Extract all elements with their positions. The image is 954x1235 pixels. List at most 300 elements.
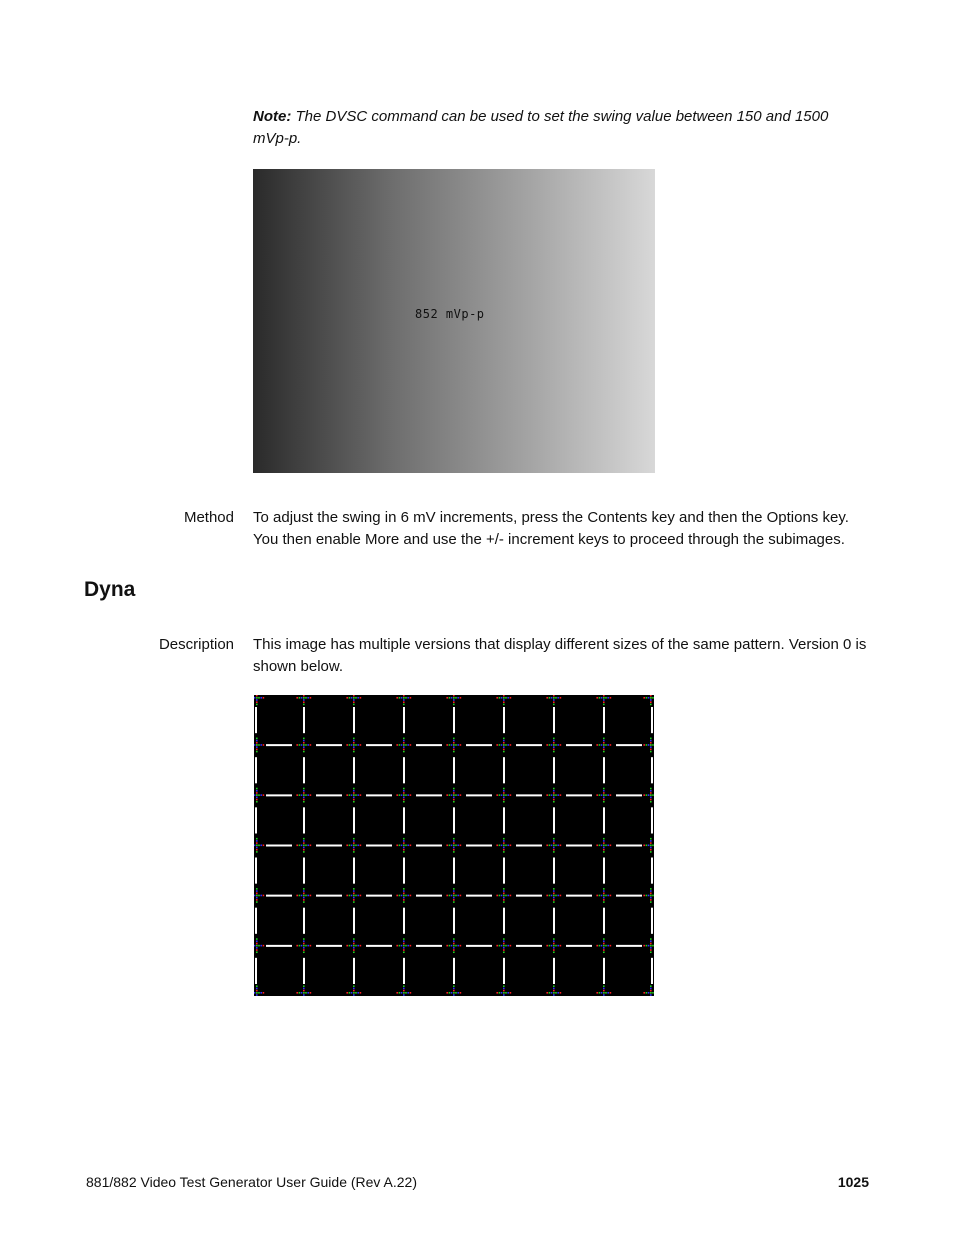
grid-dot-vertical <box>453 992 455 994</box>
grid-dot-horizontal <box>646 895 648 897</box>
grid-dot-horizontal <box>599 794 601 796</box>
grid-dot-vertical <box>353 892 355 894</box>
grid-dot-vertical <box>650 940 652 942</box>
grid-dot-vertical <box>503 940 505 942</box>
grid-dot-vertical <box>553 849 555 851</box>
grid-dot-horizontal <box>546 895 548 897</box>
grid-dot-horizontal <box>507 845 509 847</box>
grid-dot-horizontal <box>310 992 312 994</box>
grid-dot-vertical <box>603 985 605 987</box>
grid-dot-vertical <box>503 749 505 751</box>
grid-dot-vertical <box>303 947 305 949</box>
grid-dot-vertical <box>256 899 258 901</box>
grid-dot-horizontal <box>305 945 307 947</box>
grid-dot-vertical <box>553 890 555 892</box>
grid-dot-horizontal <box>560 697 562 699</box>
grid-dot-horizontal <box>646 744 648 746</box>
grid-dot-horizontal <box>254 945 255 947</box>
grid-dot-horizontal <box>555 945 557 947</box>
grid-dot-horizontal <box>646 697 648 699</box>
grid-dot-vertical <box>453 947 455 949</box>
grid-dot-vertical <box>503 842 505 844</box>
grid-dot-vertical <box>353 949 355 951</box>
grid-dot-horizontal <box>560 945 562 947</box>
grid-dot-horizontal <box>355 744 357 746</box>
dyna-test-pattern-image <box>254 695 654 996</box>
grid-dot-vertical <box>303 788 305 790</box>
grid-dot-vertical <box>453 746 455 748</box>
grid-dot-horizontal <box>596 744 598 746</box>
grid-dot-horizontal <box>449 697 451 699</box>
grid-dot-horizontal <box>610 794 612 796</box>
grid-dot-vertical <box>503 849 505 851</box>
grid-dot-horizontal <box>601 845 603 847</box>
grid-dot-vertical <box>553 751 555 753</box>
grid-dot-horizontal <box>451 945 453 947</box>
grid-dot-horizontal <box>507 992 509 994</box>
grid-dot-horizontal <box>451 845 453 847</box>
grid-dot-horizontal <box>599 895 601 897</box>
grid-dot-horizontal <box>457 895 459 897</box>
grid-dot-vertical <box>256 744 258 746</box>
grid-dot-vertical <box>353 742 355 744</box>
grid-dot-horizontal <box>646 794 648 796</box>
grid-dot-vertical <box>353 940 355 942</box>
grid-dot-horizontal <box>451 697 453 699</box>
grid-dot-horizontal <box>263 992 265 994</box>
grid-dot-horizontal <box>601 744 603 746</box>
grid-dot-horizontal <box>496 697 498 699</box>
grid-dot-vertical <box>603 899 605 901</box>
grid-dot-horizontal <box>605 794 607 796</box>
grid-dot-vertical <box>303 888 305 890</box>
grid-dot-vertical <box>353 842 355 844</box>
grid-dot-vertical <box>256 701 258 703</box>
grid-dot-horizontal <box>451 794 453 796</box>
grid-dot-horizontal <box>407 945 409 947</box>
grid-dot-vertical <box>553 842 555 844</box>
grid-dot-horizontal <box>510 945 512 947</box>
grid-dot-vertical <box>503 992 505 994</box>
grid-dot-vertical <box>553 790 555 792</box>
description-text: This image has multiple versions that display different sizes of the same pattern. Version 0 is shown below. <box>253 636 867 675</box>
grid-dot-horizontal <box>499 845 501 847</box>
grid-dot-horizontal <box>610 895 612 897</box>
grid-dot-vertical <box>453 940 455 942</box>
grid-dot-horizontal <box>455 895 457 897</box>
grid-dot-vertical <box>353 985 355 987</box>
grid-dot-vertical <box>453 697 455 699</box>
grid-dot-vertical <box>403 851 405 853</box>
method-text: To adjust the swing in 6 mV increments, press the Contents key and then the Options key. You then enable More and use the +/- increment keys to proceed through the subimages. <box>253 509 849 548</box>
grid-dot-vertical <box>403 797 405 799</box>
grid-dot-vertical <box>303 740 305 742</box>
grid-dot-horizontal <box>296 895 298 897</box>
grid-dot-vertical <box>303 697 305 699</box>
grid-dot-vertical <box>353 697 355 699</box>
grid-dot-horizontal <box>296 794 298 796</box>
grid-dot-vertical <box>303 746 305 748</box>
grid-dot-horizontal <box>349 992 351 994</box>
grid-dot-vertical <box>650 794 652 796</box>
grid-dot-horizontal <box>551 845 553 847</box>
grid-dot-vertical <box>650 988 652 990</box>
grid-dot-vertical <box>403 749 405 751</box>
grid-dot-vertical <box>256 892 258 894</box>
grid-dot-vertical <box>453 744 455 746</box>
grid-dot-vertical <box>650 797 652 799</box>
grid-dot-vertical <box>650 994 652 996</box>
grid-dot-vertical <box>303 840 305 842</box>
grid-dot-vertical <box>353 704 355 706</box>
grid-dot-horizontal <box>599 845 601 847</box>
grid-dot-vertical <box>256 990 258 992</box>
grid-dot-vertical <box>453 838 455 840</box>
grid-dot-vertical <box>256 888 258 890</box>
grid-dot-vertical <box>303 990 305 992</box>
grid-dot-vertical <box>403 704 405 706</box>
grid-dot-vertical <box>353 790 355 792</box>
grid-dot-horizontal <box>449 845 451 847</box>
grid-dot-horizontal <box>310 794 312 796</box>
grid-dot-vertical <box>453 840 455 842</box>
grid-dot-vertical <box>403 897 405 899</box>
grid-dot-vertical <box>603 990 605 992</box>
grid-dot-horizontal <box>505 697 507 699</box>
grid-dot-vertical <box>303 994 305 996</box>
grid-dot-vertical <box>353 701 355 703</box>
grid-dot-horizontal <box>607 794 609 796</box>
grid-dot-vertical <box>503 742 505 744</box>
grid-dot-vertical <box>503 792 505 794</box>
grid-dot-vertical <box>403 695 405 696</box>
grid-dot-horizontal <box>401 992 403 994</box>
grid-dot-horizontal <box>399 992 401 994</box>
grid-dot-vertical <box>256 985 258 987</box>
grid-dot-horizontal <box>258 992 260 994</box>
grid-dot-vertical <box>453 842 455 844</box>
grid-dot-vertical <box>603 740 605 742</box>
grid-dot-vertical <box>403 938 405 940</box>
grid-dot-horizontal <box>310 744 312 746</box>
grid-dot-horizontal <box>301 697 303 699</box>
grid-dot-vertical <box>303 945 305 947</box>
grid-dot-vertical <box>353 738 355 740</box>
grid-dot-horizontal <box>643 895 645 897</box>
grid-dot-vertical <box>650 788 652 790</box>
grid-dot-horizontal <box>355 697 357 699</box>
grid-dot-vertical <box>453 801 455 803</box>
grid-dot-vertical <box>603 945 605 947</box>
grid-dot-horizontal <box>399 744 401 746</box>
grid-dot-horizontal <box>307 845 309 847</box>
grid-dot-horizontal <box>307 744 309 746</box>
grid-dot-vertical <box>453 845 455 847</box>
grid-dot-vertical <box>650 897 652 899</box>
grid-dot-horizontal <box>401 794 403 796</box>
grid-dot-horizontal <box>355 992 357 994</box>
grid-dot-vertical <box>603 847 605 849</box>
section-heading: Dyna <box>84 578 136 601</box>
grid-dot-vertical <box>553 985 555 987</box>
grid-dot-vertical <box>650 792 652 794</box>
grid-dot-horizontal <box>357 697 359 699</box>
grid-dot-vertical <box>503 897 505 899</box>
grid-dot-horizontal <box>346 895 348 897</box>
grid-dot-horizontal <box>643 945 645 947</box>
grid-dot-horizontal <box>648 794 650 796</box>
grid-dot-vertical <box>603 951 605 953</box>
grid-dot-horizontal <box>560 744 562 746</box>
grid-dot-horizontal <box>305 845 307 847</box>
grid-dot-vertical <box>353 899 355 901</box>
grid-dot-vertical <box>553 888 555 890</box>
grid-dot-horizontal <box>549 992 551 994</box>
grid-dot-horizontal <box>510 845 512 847</box>
grid-dot-horizontal <box>351 794 353 796</box>
grid-dot-horizontal <box>557 697 559 699</box>
grid-dot-vertical <box>256 938 258 940</box>
grid-dot-horizontal <box>357 945 359 947</box>
grid-dot-horizontal <box>305 697 307 699</box>
grid-dot-horizontal <box>596 845 598 847</box>
grid-dot-vertical <box>603 746 605 748</box>
grid-dot-horizontal <box>551 895 553 897</box>
grid-dot-vertical <box>503 740 505 742</box>
grid-dot-vertical <box>403 840 405 842</box>
grid-dot-vertical <box>603 947 605 949</box>
grid-dot-horizontal <box>258 697 260 699</box>
grid-dot-horizontal <box>501 945 503 947</box>
grid-dot-vertical <box>603 704 605 706</box>
grid-dot-vertical <box>256 994 258 996</box>
grid-dot-vertical <box>503 838 505 840</box>
grid-dot-horizontal <box>405 895 407 897</box>
grid-dot-vertical <box>603 794 605 796</box>
grid-dot-vertical <box>453 851 455 853</box>
grid-dot-horizontal <box>555 794 557 796</box>
grid-dot-horizontal <box>349 845 351 847</box>
grid-dot-horizontal <box>305 744 307 746</box>
grid-dot-horizontal <box>407 992 409 994</box>
grid-dot-horizontal <box>346 992 348 994</box>
grid-dot-horizontal <box>346 744 348 746</box>
grid-dot-vertical <box>453 988 455 990</box>
grid-dot-vertical <box>553 744 555 746</box>
grid-dot-horizontal <box>258 945 260 947</box>
grid-dot-horizontal <box>310 945 312 947</box>
grid-dot-horizontal <box>349 945 351 947</box>
grid-dot-vertical <box>603 851 605 853</box>
grid-dot-horizontal <box>643 697 645 699</box>
grid-dot-horizontal <box>560 845 562 847</box>
grid-dot-horizontal <box>596 895 598 897</box>
grid-dot-vertical <box>603 988 605 990</box>
grid-dot-vertical <box>403 697 405 699</box>
grid-dot-horizontal <box>551 945 553 947</box>
grid-dot-vertical <box>353 943 355 945</box>
grid-dot-vertical <box>453 751 455 753</box>
grid-dot-horizontal <box>346 697 348 699</box>
grid-dot-vertical <box>303 938 305 940</box>
grid-dot-vertical <box>553 892 555 894</box>
grid-dot-horizontal <box>510 744 512 746</box>
grid-dot-horizontal <box>346 945 348 947</box>
grid-dot-vertical <box>303 899 305 901</box>
grid-dot-horizontal <box>396 744 398 746</box>
grid-dot-vertical <box>303 792 305 794</box>
grid-dot-vertical <box>256 943 258 945</box>
grid-dot-vertical <box>353 797 355 799</box>
grid-dot-horizontal <box>405 794 407 796</box>
grid-dot-horizontal <box>648 845 650 847</box>
grid-dot-horizontal <box>557 744 559 746</box>
grid-dot-horizontal <box>357 794 359 796</box>
grid-dot-horizontal <box>507 945 509 947</box>
grid-dot-horizontal <box>254 744 255 746</box>
grid-dot-vertical <box>353 746 355 748</box>
grid-dot-horizontal <box>607 697 609 699</box>
grid-dot-horizontal <box>646 845 648 847</box>
grid-dot-horizontal <box>407 895 409 897</box>
grid-dot-horizontal <box>501 794 503 796</box>
grid-dot-vertical <box>453 701 455 703</box>
grid-dot-vertical <box>503 990 505 992</box>
grid-dot-horizontal <box>449 895 451 897</box>
grid-dot-vertical <box>403 845 405 847</box>
grid-dot-vertical <box>553 740 555 742</box>
grid-dot-horizontal <box>557 992 559 994</box>
grid-dot-horizontal <box>310 895 312 897</box>
grid-dot-vertical <box>650 888 652 890</box>
grid-dot-vertical <box>256 749 258 751</box>
grid-dot-vertical <box>303 838 305 840</box>
grid-dot-vertical <box>650 790 652 792</box>
grid-dot-vertical <box>256 901 258 903</box>
grid-dot-vertical <box>453 738 455 740</box>
grid-dot-vertical <box>256 792 258 794</box>
grid-dot-vertical <box>403 990 405 992</box>
grid-dot-vertical <box>453 951 455 953</box>
grid-dot-vertical <box>353 890 355 892</box>
grid-dot-vertical <box>453 847 455 849</box>
note-label: Note: <box>253 108 292 125</box>
grid-dot-vertical <box>503 790 505 792</box>
grid-dot-horizontal <box>652 945 654 947</box>
grid-dot-horizontal <box>601 895 603 897</box>
grid-dot-vertical <box>403 988 405 990</box>
grid-dot-horizontal <box>399 845 401 847</box>
grid-dot-horizontal <box>646 945 648 947</box>
grid-dot-vertical <box>650 899 652 901</box>
grid-dot-vertical <box>453 895 455 897</box>
grid-dot-horizontal <box>549 895 551 897</box>
grid-dot-horizontal <box>301 845 303 847</box>
grid-dot-horizontal <box>505 794 507 796</box>
grid-dot-vertical <box>553 742 555 744</box>
grid-dot-horizontal <box>296 945 298 947</box>
grid-dot-vertical <box>403 890 405 892</box>
grid-dot-horizontal <box>405 845 407 847</box>
grid-dot-horizontal <box>407 794 409 796</box>
grid-dot-horizontal <box>601 697 603 699</box>
grid-dot-vertical <box>303 701 305 703</box>
grid-dot-vertical <box>256 794 258 796</box>
grid-dot-horizontal <box>499 744 501 746</box>
grid-dot-vertical <box>256 847 258 849</box>
grid-dot-vertical <box>603 943 605 945</box>
grid-dot-horizontal <box>457 744 459 746</box>
grid-dot-vertical <box>353 799 355 801</box>
grid-dot-vertical <box>503 901 505 903</box>
grid-dot-vertical <box>303 797 305 799</box>
grid-dot-vertical <box>403 901 405 903</box>
grid-dot-vertical <box>353 994 355 996</box>
grid-dot-vertical <box>553 704 555 706</box>
grid-dot-vertical <box>503 851 505 853</box>
grid-dot-vertical <box>603 901 605 903</box>
grid-dot-horizontal <box>451 744 453 746</box>
grid-dot-vertical <box>503 890 505 892</box>
grid-dot-vertical <box>650 951 652 953</box>
grid-dot-horizontal <box>260 744 262 746</box>
grid-dot-horizontal <box>263 744 265 746</box>
grid-dot-vertical <box>403 792 405 794</box>
grid-dot-horizontal <box>499 794 501 796</box>
grid-dot-vertical <box>553 988 555 990</box>
grid-dot-horizontal <box>254 895 255 897</box>
grid-dot-horizontal <box>546 945 548 947</box>
grid-dot-vertical <box>553 738 555 740</box>
grid-dot-horizontal <box>299 945 301 947</box>
grid-dot-horizontal <box>254 992 255 994</box>
grid-dot-horizontal <box>258 794 260 796</box>
grid-dot-vertical <box>650 949 652 951</box>
grid-dot-horizontal <box>496 845 498 847</box>
grid-dot-vertical <box>453 945 455 947</box>
grid-dot-horizontal <box>501 895 503 897</box>
grid-dot-horizontal <box>260 945 262 947</box>
grid-dot-horizontal <box>496 992 498 994</box>
grid-dot-vertical <box>553 938 555 940</box>
grid-dot-horizontal <box>305 992 307 994</box>
grid-dot-vertical <box>256 742 258 744</box>
grid-dot-vertical <box>553 840 555 842</box>
grid-dot-horizontal <box>643 794 645 796</box>
grid-dot-horizontal <box>605 992 607 994</box>
grid-dot-vertical <box>256 988 258 990</box>
grid-dot-vertical <box>353 801 355 803</box>
grid-dot-vertical <box>503 845 505 847</box>
grid-dot-vertical <box>503 801 505 803</box>
grid-dot-vertical <box>353 992 355 994</box>
grid-dot-vertical <box>503 746 505 748</box>
grid-dot-horizontal <box>307 945 309 947</box>
grid-dot-horizontal <box>555 744 557 746</box>
grid-dot-vertical <box>353 838 355 840</box>
grid-dot-horizontal <box>599 744 601 746</box>
grid-dot-vertical <box>303 890 305 892</box>
grid-dot-vertical <box>303 992 305 994</box>
grid-dot-horizontal <box>557 845 559 847</box>
grid-dot-horizontal <box>260 697 262 699</box>
grid-dot-vertical <box>353 792 355 794</box>
grid-dot-vertical <box>650 985 652 987</box>
grid-dot-vertical <box>650 695 652 696</box>
grid-dot-horizontal <box>351 697 353 699</box>
grid-dot-horizontal <box>455 992 457 994</box>
grid-dot-horizontal <box>305 794 307 796</box>
